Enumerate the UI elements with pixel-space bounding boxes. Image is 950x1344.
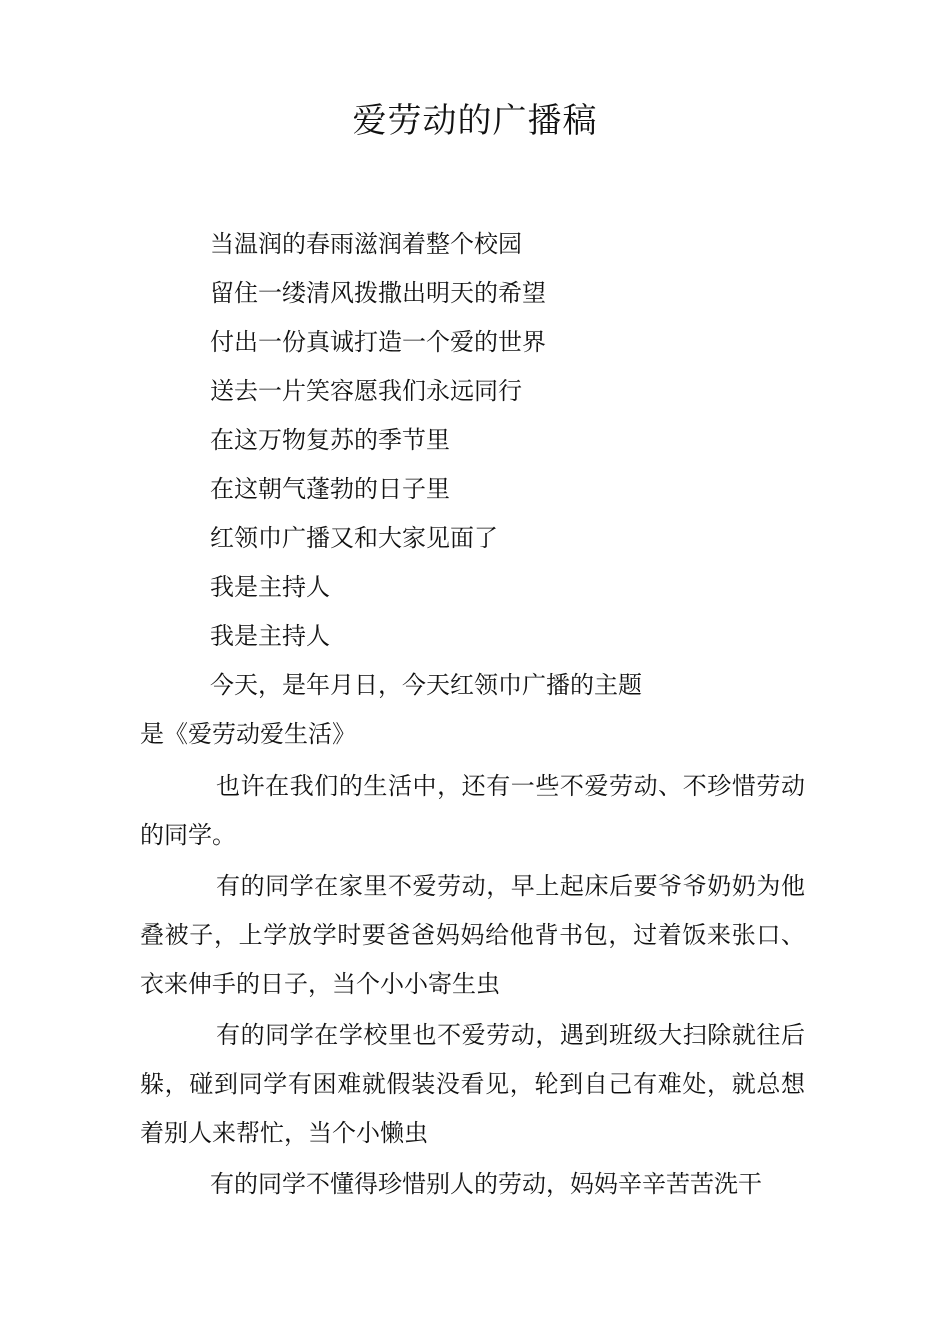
verse-line: 在这万物复苏的季节里 (210, 426, 450, 454)
paragraph: 也许在我们的生活中，还有一些不爱劳动、不珍惜劳动的同学。 (140, 772, 805, 849)
verse-line: 当温润的春雨滋润着整个校园 (210, 230, 522, 258)
verse-line: 今天，是年月日，今天红领巾广播的主题 (210, 671, 642, 699)
paragraph: 有的同学在家里不爱劳动，早上起床后要爷爷奶奶为他叠被子，上学放学时要爸爸妈妈给他背书包，过着饭来张口、衣来伸手的日子，当个小小寄生虫 (140, 872, 805, 998)
document-title: 爱劳动的广播稿 (352, 101, 598, 141)
theme-line: 是《爱劳动爱生活》 (140, 720, 356, 748)
verse-line: 我是主持人 (210, 573, 330, 601)
paragraph: 有的同学在学校里也不爱劳动，遇到班级大扫除就往后躲，碰到同学有困难就假装没看见，轮到自己有难处，就总想着别人来帮忙，当个小懒虫 (140, 1021, 805, 1147)
verse-line: 我是主持人 (210, 622, 330, 650)
document-body (140, 220, 805, 1209)
verse-line: 留住一缕清风拨撒出明天的希望 (210, 279, 546, 307)
verse-line: 付出一份真诚打造一个爱的世界 (210, 328, 546, 356)
paragraph: 有的同学不懂得珍惜别人的劳动，妈妈辛辛苦苦洗干 (210, 1170, 762, 1198)
verse-line: 在这朝气蓬勃的日子里 (210, 475, 450, 503)
verse-line: 红领巾广播又和大家见面了 (210, 524, 498, 552)
verse-line: 送去一片笑容愿我们永远同行 (210, 377, 522, 405)
